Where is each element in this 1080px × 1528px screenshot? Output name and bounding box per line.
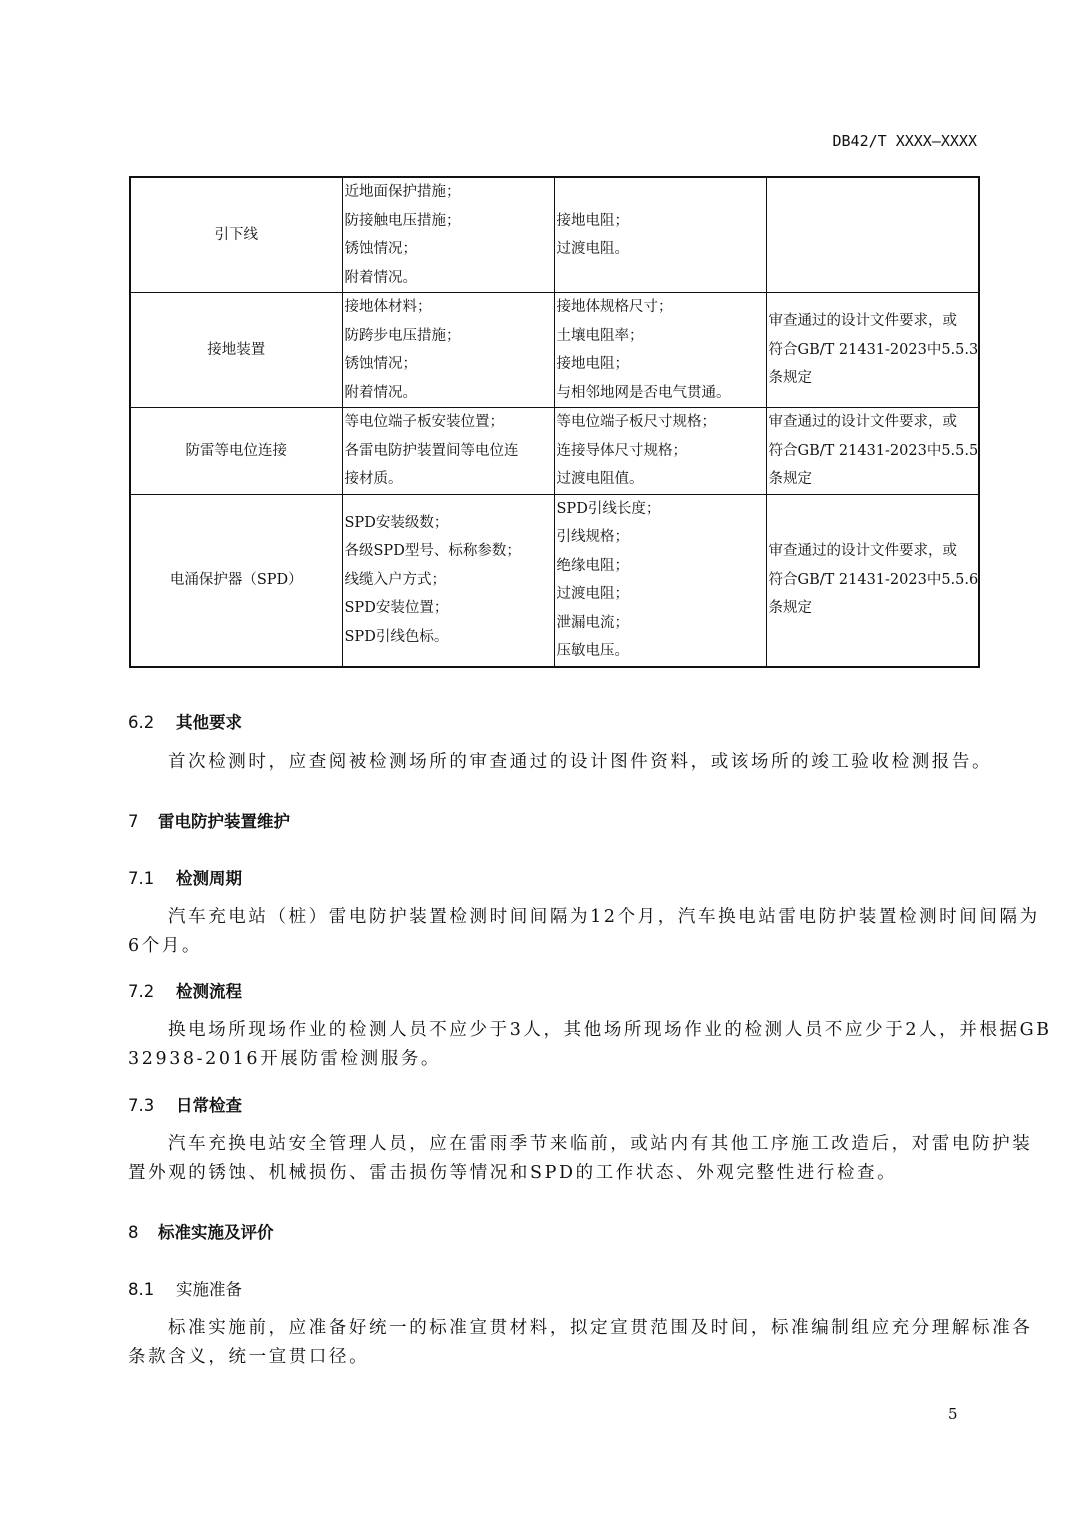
section-7-3-text: 汽车充换电站安全管理人员，应在雷雨季节来临前，或站内有其他工序施工改造后，对雷电防护装 置外观的锈蚀、机械损伤、雷击损伤等情况和SPD的工作状态、外观完整性进行检查。 [128,1134,1033,1183]
section-8-heading: 8 标准实施及评价 [128,1223,274,1242]
standard-line: 条规定 [768,370,812,387]
table-row [130,494,979,667]
standard-line: 符合GB/T 21431-2023中5.5.6 [768,571,979,588]
check-line: SPD安装位置； [344,600,449,617]
measure-line: 接地电阻； [556,212,629,229]
check-line: 接地体材料； [344,299,432,315]
table-row [130,408,979,495]
check-cell [342,494,554,667]
table-row [130,177,979,293]
table-row [130,293,979,408]
measure-line: 连接导体尺寸规格； [556,442,687,459]
measure-line: 接地电阻； [556,356,629,372]
measure-line: SPD引线长度； [556,500,661,517]
standard-line: 符合GB/T 21431-2023中5.5.5 [768,442,979,459]
check-line: SPD引线色标。 [344,628,449,645]
section-7-1-text: 汽车充电站（桩）雷电防护装置检测时间间隔为12个月，汽车换电站雷电防护装置检测时间间隔为 6个月。 [128,907,1040,956]
check-cell [342,408,554,495]
item-cell: 电涌保护器（SPD） [130,494,342,667]
item-cell: 接地装置 [130,293,342,408]
check-cell [342,293,554,408]
check-line: 锈蚀情况； [344,241,417,257]
measure-cell [554,177,766,293]
measure-cell [554,408,766,495]
check-line: 防接触电压措施； [344,212,461,229]
section-7-2-heading: 7.2 检测流程 [128,982,242,1001]
section-7-3-heading: 7.3 日常检查 [128,1096,242,1115]
check-line: 防跨步电压措施； [344,327,461,344]
check-line: 近地面保护措施； [344,184,461,200]
check-line: 线缆入户方式； [344,571,446,588]
check-line: SPD安装级数； [344,514,449,531]
section-6-2-text: 首次检测时，应查阅被检测场所的审查通过的设计图件资料，或该场所的竣工验收检测报告。 [168,752,993,772]
check-line: 各雷电防护装置间等电位连 [344,442,519,459]
measure-line: 土壤电阻率； [556,327,644,344]
item-cell: 引下线 [130,177,342,293]
standard-cell [766,293,979,408]
standard-line: 符合GB/T 21431-2023中5.5.3 [768,341,979,358]
check-line: 接材质。 [344,471,403,487]
measure-line: 与相邻地网是否电气贯通。 [556,384,731,401]
inspection-table [129,176,980,668]
section-8-1-text: 标准实施前，应准备好统一的标准宣贯材料，拟定宣贯范围及时间，标准编制组应充分理解标准各 条款含义，统一宣贯口径。 [128,1318,1033,1367]
measure-cell [554,293,766,408]
check-line: 各级SPD型号、标称参数； [344,543,521,560]
measure-line: 泄漏电流； [556,614,629,631]
standard-line: 审查通过的设计文件要求，或 [768,543,957,560]
standard-cell [766,177,979,293]
measure-line: 接地体规格尺寸； [556,299,673,315]
standard-line: 条规定 [768,471,812,487]
section-7-heading: 7 雷电防护装置维护 [128,812,290,831]
section-6-2-heading: 6.2 其他要求 [128,713,242,732]
measure-line: 压敏电压。 [556,643,629,659]
measure-line: 引线规格； [556,529,629,545]
page-number: 5 [948,1405,958,1423]
check-cell [342,177,554,293]
section-7-1-heading: 7.1 检测周期 [128,869,242,888]
check-line: 等电位端子板安装位置； [344,414,504,430]
standard-line: 审查通过的设计文件要求，或 [768,414,957,430]
document-code: DB42/T XXXX—XXXX [832,132,977,150]
standard-cell [766,494,979,667]
measure-line: 过渡电阻； [556,586,629,602]
check-line: 附着情况。 [344,384,417,401]
measure-line: 等电位端子板尺寸规格； [556,414,716,430]
standard-cell [766,408,979,495]
standard-line: 审查通过的设计文件要求，或 [768,313,957,330]
measure-line: 绝缘电阻； [556,557,629,574]
standard-line: 条规定 [768,600,812,617]
check-line: 附着情况。 [344,269,417,286]
measure-cell [554,494,766,667]
check-line: 锈蚀情况； [344,356,417,372]
section-8-1-heading: 8.1 实施准备 [128,1280,242,1299]
measure-line: 过渡电阻。 [556,241,629,257]
item-cell: 防雷等电位连接 [130,408,342,495]
section-7-2-text: 换电场所现场作业的检测人员不应少于3人，其他场所现场作业的检测人员不应少于2人，并根据GB 32938-2016开展防雷检测服务。 [128,1020,1052,1069]
measure-line: 过渡电阻值。 [556,471,644,487]
